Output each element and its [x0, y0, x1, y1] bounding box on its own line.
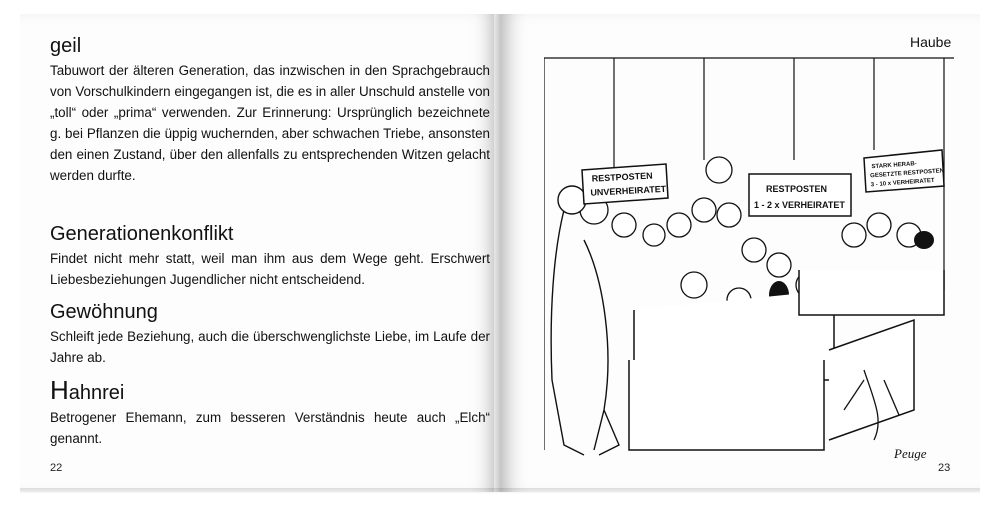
page-shadow	[20, 488, 980, 494]
sign-line: GESETZTE RESTPOSTEN	[870, 168, 945, 180]
sign-line: RESTPOSTEN	[591, 170, 653, 184]
entry-gewoehnung	[50, 300, 490, 368]
entry-term: Hahnrei	[50, 375, 125, 405]
entry-definition: Findet nicht mehr statt, weil man ihm aus dem Wege geht. Erschwert Liebesbeziehungen Jugendlicher nicht entscheidend.	[50, 251, 490, 287]
cartoon-illustration	[544, 50, 954, 470]
cartoon-drawing	[544, 50, 954, 470]
entry-term: geil	[50, 35, 82, 57]
running-head: Haube	[910, 34, 952, 50]
sign-line: UNVERHEIRATET	[590, 183, 667, 198]
sign-line: RESTPOSTEN	[766, 184, 828, 194]
entry-term: Gewöhnung	[50, 301, 158, 323]
sign-line: STARK HERAB-	[871, 161, 917, 171]
left-page	[20, 14, 498, 492]
sign-line: 3 - 10 x VERHEIRATET	[870, 177, 935, 189]
entry-definition: Tabuwort der älteren Generation, das inzwischen in den Sprachgebrauch von Vorschulkindern eingegangen ist, die es in aller Unschuld anstelle von „toll“ oder „prima“ verwenden. Zur Erinnerung: Ursprünglich bezeichnete g. bei Pflanzen die üppig wuchernden, aber schwachen Triebe, ansonsten den einen Zustand, über den allenfalls zu entsprechenden Witzen gelacht werden durfte.	[50, 63, 490, 183]
sign-verheiratet	[749, 174, 851, 216]
page-number-right: 23	[938, 462, 951, 474]
sign-unverheiratet	[582, 164, 668, 204]
entry-definition: Schleift jede Beziehung, auch die überschwenglichste Liebe, im Laufe der Jahre ab.	[50, 329, 490, 365]
entry-term: Generationenkonflikt	[50, 223, 234, 245]
sign-stark-herabgesetzt	[864, 150, 944, 192]
cartoon-signature: Peuge	[894, 446, 927, 461]
entry-generationenkonflikt	[50, 222, 490, 290]
sign-line: 1 - 2 x VERHEIRATET	[754, 200, 845, 210]
entry-definition: Betrogener Ehemann, zum besseren Verständnis heute auch „Elch“ genannt.	[50, 410, 490, 446]
entry-geil	[50, 34, 490, 186]
entry-hahnrei	[50, 375, 490, 449]
page-number-left: 22	[50, 462, 63, 474]
right-page	[500, 14, 980, 492]
